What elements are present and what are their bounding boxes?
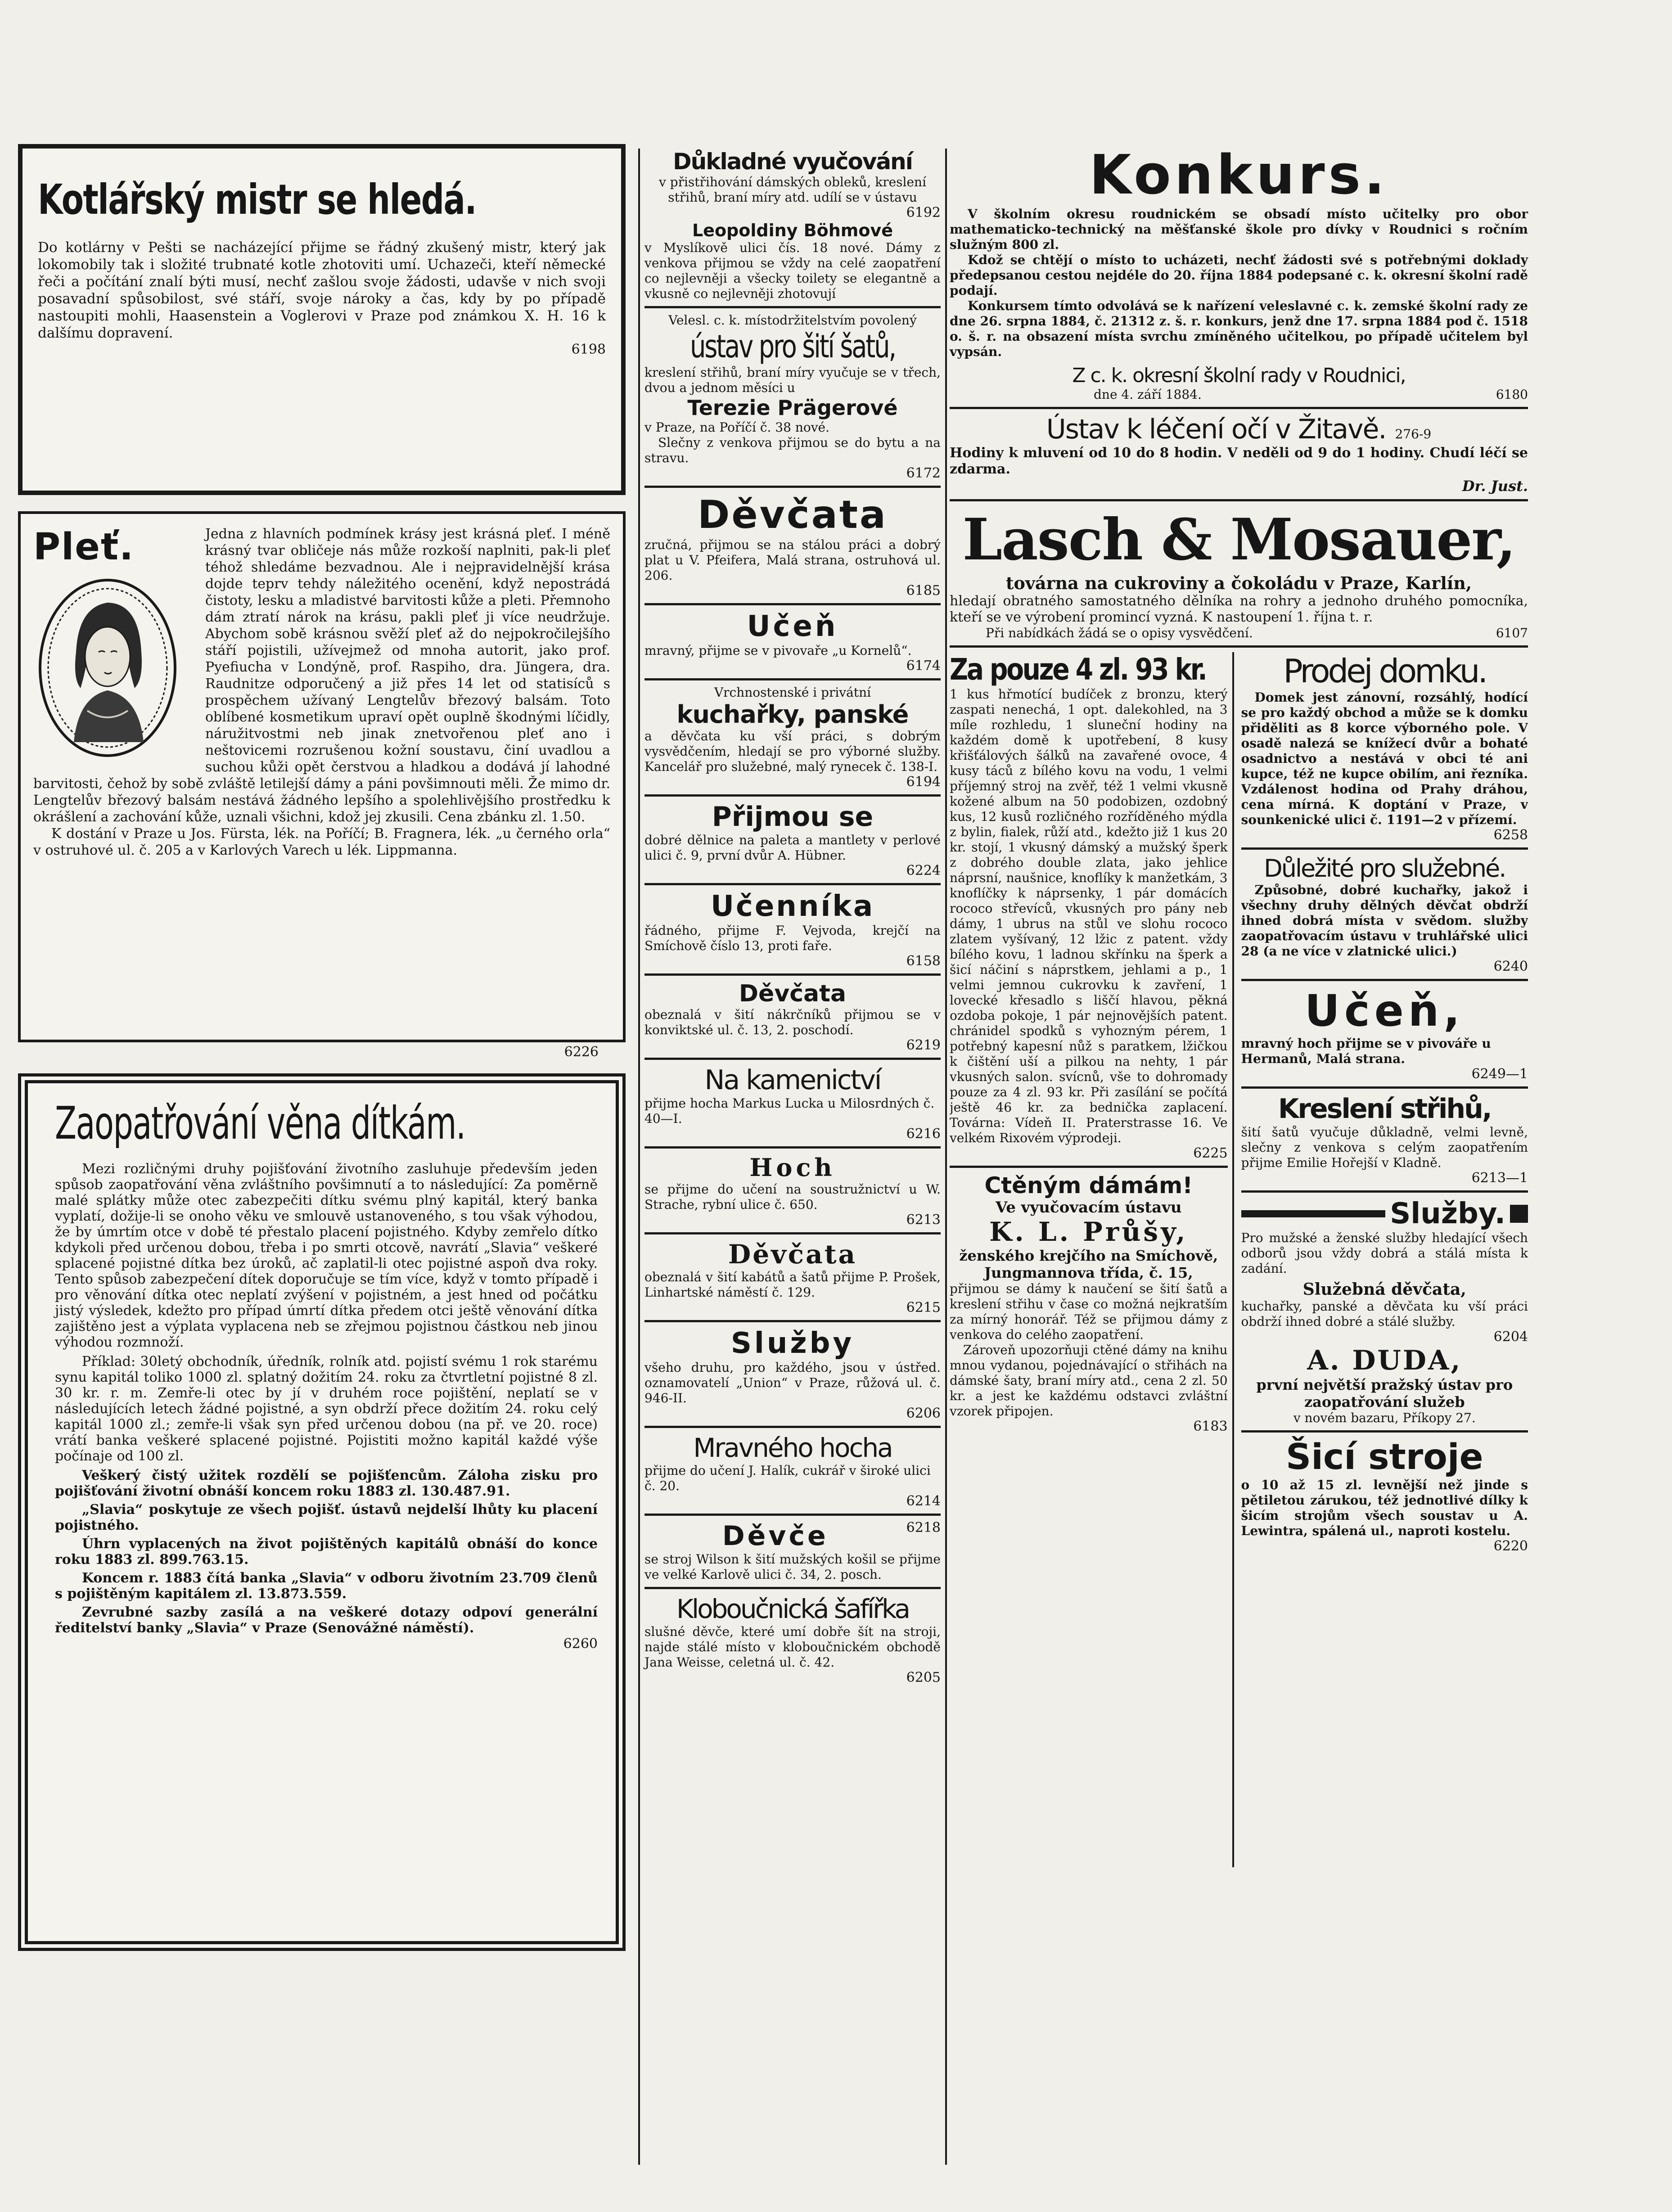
ad-title: Kloboučnická šafířka xyxy=(676,1594,909,1624)
ad-number: 6204 xyxy=(1493,1329,1528,1345)
ad-p6: Koncem r. 1883 čítá banka „Slavia“ v odboru životním 23.709 členů s pojištěným kapitálem zl. 13.873.559. xyxy=(55,1570,598,1602)
ad-number: 6205 xyxy=(906,1670,941,1685)
ad-title: Lasch & Mosauer, xyxy=(962,506,1515,573)
ad-body: Jedna z hlavních podmínek krásy jest krásná pleť. I méně krásný tvar obličeje nás může rozkoší naplniti, pak-li pleť téhož shledáme bezvadnou. Ale i nejpravidelnější krása dojde teprv tehdy náležitého ocenění, když nepostrádá čistoty, lesku a mladistvé barvitosti kůže a pleti. Přemnoho dám ztratí nárok na krásu, pakli pleť ji více neudržuje. Abychom sobě krásnou svěží pleť až do nejpokročilejšího stáří pojistili, užívejmež od mnoha autorit, jako prof. Pyefiucha v Londýně, prof. Raspiho, dra. Jüngera, dra. Raudnitze odporučený a již přes 14 let od statisíců s prospěchem užívaný Lengtelův březový balsám. Toto oblíbené kosmetikum upraví opět ouplně škodnými líčidly, náružitvostmi neb jinak znetvořenou pleť ano i neštovicemi rozrušenou kožní soustavu, činí uvadlou a suchou kůži opět čerstvou a hladkou a dodává jí lahodné barvitosti, čehož by sobě zvláště letilejší dámy a páni povšimnouti měli. Že mimo dr. Lengtelův březový balsám nestává žádného lepšího a spolehlivějšího prostředku k okrášlení a zachování kůže, uznali všichni, kdož jej zkusili. Cena zbánku zl. 1.50. xyxy=(33,526,610,825)
ad-title: Služby. xyxy=(1390,1197,1505,1230)
ad-body: 1 kus hřmotící budíček z bronzu, který zaspati nenechá, 1 opt. dalekohled, na 3 míle rozhledu, 1 sluneční hodiny na každém domě k upotřebení, 8 kusy křišťálových šálků na zavařené ovoce, 4 kusy táců z bílého kovu na vodu, 1 velmi příjemný stroj na zvěř, též 1 velmi vkusně kožené album na 50 podobizen, ozdobný kus, 12 kusů rozličného rozříděného mýdla z bylin, fialek, růží atd., kdežto již 1 kus 20 kr. stojí, 1 vkusný dámský a mužský šperk z dobrého double zlata, jako jehlice náprsní, naušnice, knoflíky k manžetkám, 3 knoflíčky k náprsenky, 1 pár domácích rococo střevíců, vkusných pro pány neb dámy, 1 ubrus na stůl ve slohu rococo zlatem vyšívaný, 12 lžic z patent. vždy bílého kovu, 1 ladnou skřínku na šperk a šicí náčiní s náprstkem, jehlami a p., 1 velmi jemnou cukrovku k zavření, 1 lovecké křesadlo s liščí hlavou, pěkná ozdoba pokoje, 1 pár nejnovějších patent. chránidel spodků s vyhozným pérem, 1 potřebný kapesní nůž s paratkem, lžičkou k čištění uší a pilkou na nehty, 1 pár vkusných salon. svícnů, vše to dohromady pouze za 4 zl. 93 kr. Při zasílání se počítá ještě 46 kr. za bednička zaplacení. Továrna: Vídeň II. Praterstrasse 16. Ve velkém Rixovém výprodeji. xyxy=(950,687,1228,1145)
ad-number: 6215 xyxy=(906,1300,941,1315)
ad-p3: Konkursem tímto odvolává se k nařízení veleslavné c. k. zemské školní rady ze dne 26. srpna 1884, č. 21312 z. š. r. konkurs, jenž dne 17. srpna 1884 pod č. 1518 o. š. r. na obsazení místa svrchu zmíněného učitelkou, po případě učitelem byl vypsán. xyxy=(950,298,1528,359)
ad-ustav-oci xyxy=(950,414,1528,495)
ad-title: Přijmou se xyxy=(712,801,874,833)
ad-sluzby-2 xyxy=(1241,1197,1528,1426)
divider xyxy=(1241,979,1528,981)
ad-title: Ústav k léčení očí v Žitavě. xyxy=(1046,414,1386,445)
divider xyxy=(644,1426,941,1428)
divider xyxy=(644,1587,941,1589)
divider xyxy=(950,407,1528,409)
ad-number: 6220 xyxy=(1493,1538,1528,1554)
ad-body: a děvčata ku vší práci, s dobrým vysvědčením, hledají se pro výborné služby. Kancelář pro služebné, malý rynecek č. 138-I. xyxy=(644,729,941,774)
ad-title: Hoch xyxy=(749,1153,836,1182)
hand-pointer-icon xyxy=(1241,1210,1386,1217)
ad-name: Terezie Prägerové xyxy=(687,396,898,420)
ad-mravneho xyxy=(644,1433,941,1509)
ad-za-pouze xyxy=(950,652,1228,1161)
ad-body: slušné děvče, které umí dobře šít na stroji, najde stálé místo v kloboučnickém obchodě Jana Weisse, celetná ul. č. 42. xyxy=(644,1624,941,1670)
divider xyxy=(1241,1086,1528,1089)
ad-number: 6185 xyxy=(906,583,941,599)
ad-p1: V školním okresu roudnickém se obsadí místo učitelky pro obor mathematicko-technický na měšťanské škole pro dívky v Roudnici s ročním služným 800 zl. xyxy=(950,207,1528,252)
ad-body: mravný, přijme se v pivovaře „u Kornelů“. xyxy=(644,643,912,658)
ad-sub: továrna na cukroviny a čokoládu v Praze, Karlín, xyxy=(1005,573,1472,593)
ad-sici-stroje xyxy=(1241,1437,1528,1554)
ad-body: Způsobné, dobré kuchařky, jakož i všechny druhy dělných děvčat obdrží ihned dobrá místa v svědom. služby zaopatřovacím ústavu v truhlářské ulici 28 (a ne více v zlatnické ulici.) xyxy=(1241,883,1528,959)
ad-number: 276-9 xyxy=(1395,427,1432,441)
ad-number: 6214 xyxy=(906,1493,941,1509)
ad-number: 6180 xyxy=(1496,387,1528,402)
ad-number: 6183 xyxy=(1193,1419,1228,1434)
ad-number: 6260 xyxy=(563,1636,598,1652)
ad-body: obeznalá v šití kabátů a šatů přijme P. Prošek, Linhartské náměstí č. 129. xyxy=(644,1270,941,1300)
ad-body: Do kotlárny v Pešti se nacházející přijme se řádný zkušený mistr, který jak lokomobily tak i složité trubnaté kotle zhotoviti umí. Uchazeči, kteří německé řeči a počítání znalí býti musí, nechť zašlou svoje žádosti, udavše v nich svoji posavadní spůsobilost, své stáří, svoje nároky a čas, kdy by po případě nastoupiti mohli, Haasenstein a Voglerovi v Praze pod známkou X. H. 16 k dalšímu dopravení. xyxy=(38,239,606,341)
ad-body: šití šatů vyučuje důkladně, velmi levně, slečny z venkova s celým zaopatřením přijme Emilie Hořejší v Kladně. xyxy=(1241,1125,1528,1170)
divider xyxy=(644,1514,941,1516)
ad-number: 6258 xyxy=(1493,827,1528,843)
ad-number: 6107 xyxy=(1496,626,1528,640)
divider xyxy=(644,794,941,797)
ad-body3: Zároveň upozorňuji ctěné dámy na knihu mnou vydanou, pojednávající o střihách na dámské šaty, braní míry atd., cena 2 zl. 50 kr. a jest ke každému odstavci zvláštní vzorek připojen. xyxy=(950,1343,1228,1419)
ad-konkurs xyxy=(950,144,1528,402)
ad-title: Služby xyxy=(730,1327,855,1360)
ad-body: dobré dělnice na paleta a mantlety v perlové ulici č. 9, první dvůr A. Hübner. xyxy=(644,833,941,863)
ad-number: 6226 xyxy=(564,1044,599,1060)
ad-devcata-1 xyxy=(644,492,941,599)
ad-sluzby xyxy=(644,1327,941,1421)
ad-title: Pleť. xyxy=(33,526,135,568)
ad-title: Děvče xyxy=(722,1520,829,1552)
ad-ucen-2 xyxy=(1241,986,1528,1082)
ad-devce xyxy=(644,1520,941,1582)
ad-example: Příklad: 30letý obchodník, úředník, rolník atd. pojistí svému 1 rok starému synu kapitál toliko 1000 zl. splatný dožitím 24. roku za čtvrtletní pojistné 8 zl. 30 kr. r. m. Zemře-li otec by jí v druhém roce pojištění, neplatí se v následujících letech žádné pojistné, a syn obdrží přece dožitím 24. roku celý kapitál 1000 zl.; zemře-li však syn před určenou dobou (na př. ve 20. roce) vrátí banka veškeré splacené pojistné. Pojistiti možno kapitál každé výše počínaje od 100 zl. xyxy=(55,1354,598,1464)
ad-body: přijme hocha Markus Lucka u Milosrdných č. 40—I. xyxy=(644,1096,935,1126)
ad-p2: Kdož se chtějí o místo to ucházeti, nechť žádosti své s potřebnými doklady předepsanou cestou nejdéle do 20. října 1884 podepsané c. k. okresní školní radě podají. xyxy=(950,252,1528,298)
ad-kamenictvi xyxy=(644,1064,941,1142)
divider xyxy=(950,1166,1228,1168)
decor-square-icon xyxy=(1510,1205,1528,1223)
ad-body: zručná, přijmou se na stálou práci a dobrý plat u V. Pfeifera, Malá strana, ostruhová ul. 206. xyxy=(644,537,941,583)
sub-column-right xyxy=(1241,652,1528,1867)
ad-prodej xyxy=(1241,652,1528,843)
ad-title: Důkladné vyučování xyxy=(673,149,912,175)
ad-title: Šicí stroje xyxy=(1286,1437,1483,1478)
divider xyxy=(644,306,941,308)
ad-body: řádného, přijme F. Vejvoda, krejčí na Smíchově číslo 13, proti faře. xyxy=(644,923,941,953)
ad-ucen-1 xyxy=(644,610,941,674)
ad-sale: K dostání v Praze u Jos. Fürsta, lék. na Poříčí; B. Fragnera, lék. „u černého orla“ v ostruhové ul. č. 205 a v Karlových Varech u lék. Lippmanna. xyxy=(33,826,610,858)
divider xyxy=(644,486,941,488)
ad-hoch xyxy=(644,1153,941,1228)
ad-vena xyxy=(18,1073,626,1951)
ad-body: se přijme do učení na soustružnictví u W. Strache, rybní ulice č. 650. xyxy=(644,1182,941,1212)
ad-dulezite xyxy=(1241,854,1528,974)
divider xyxy=(644,603,941,605)
ad-title: Ctěným dámám! xyxy=(984,1172,1193,1198)
ad-kucharky xyxy=(644,685,941,790)
ad-title: Děvčata xyxy=(739,980,847,1007)
ad-kotlarsky xyxy=(18,144,626,495)
ad-number: 6213—1 xyxy=(1471,1170,1528,1186)
ad-addr: v Praze, na Poříčí č. 38 nové. xyxy=(644,420,830,435)
ad-number: 6240 xyxy=(1493,959,1528,974)
ad-p5: Úhrn vyplacených na život pojištěných kapitálů obnáší do konce roku 1883 zl. 899.763.15. xyxy=(55,1536,598,1568)
ad-name: Leopoldiny Böhmové xyxy=(692,221,893,240)
ad-title: Děvčata xyxy=(698,492,888,537)
ad-title: Učeň xyxy=(747,610,838,643)
ad-name: K. L. Průšy, xyxy=(989,1216,1188,1247)
ad-p4: „Slavia“ poskytuje ze všech pojišť. ústavů nejdelší lhůty ku placení pojistného. xyxy=(55,1502,598,1533)
ad-body: všeho druhu, pro každého, jsou v ústřed. oznamovatelí „Union“ v Praze, růžová ul. č. 946-II. xyxy=(644,1360,941,1406)
ad-title: Konkurs. xyxy=(1089,144,1388,207)
ad-pre: Velesl. c. k. místodržitelstvím povolený xyxy=(668,313,917,328)
ad-body: ženského krejčího na Smíchově, Jungmannova třída, č. 15, xyxy=(959,1247,1218,1281)
ad-number: 6172 xyxy=(906,465,941,481)
ad-body2: v Myslíkově ulici čís. 18 nové. Dámy z venkova přijmou se vždy na celé zaopatření co nejlevněji a všecky toilety se elegantně a vkusně co nejlevněji zhotovují xyxy=(644,240,941,301)
ad-body: hledají obratného samostatného dělníka na rohry a jednoho druhého pomocníka, kteří se ve výrobení promincí vyzná. K nastoupení 1. října t. r. xyxy=(950,593,1528,625)
ad-title: Mravného hocha xyxy=(693,1433,892,1463)
ad-body: Pro mužské a ženské služby hledající všech odborů jsou vždy dobrá a stálá místa k zadání. xyxy=(1241,1230,1528,1276)
ad-number: 6194 xyxy=(906,774,941,790)
ad-sign: Z c. k. okresní školní rady v Roudnici, xyxy=(1072,364,1406,387)
ad-number: 6216 xyxy=(906,1126,941,1142)
ad-title: Učeň, xyxy=(1304,986,1465,1036)
ad-devcata-3 xyxy=(644,1239,941,1315)
ad-title: Důležité pro služebné. xyxy=(1264,854,1505,883)
ad-body: Hodiny k mluvení od 10 do 8 hodin. V neděli od 9 do 1 hodiny. Chudí léčí se zdarma. xyxy=(950,445,1528,477)
divider xyxy=(644,1146,941,1149)
divider xyxy=(644,973,941,976)
ad-sign: Dr. Just. xyxy=(1462,478,1528,495)
ad-devcata-2 xyxy=(644,980,941,1053)
ad-number: 6158 xyxy=(906,953,941,969)
divider xyxy=(644,678,941,680)
divider xyxy=(644,1058,941,1060)
column-1 xyxy=(18,144,626,1951)
ad-title: ústav pro šití šatů, xyxy=(690,328,896,365)
ad-title: Za pouze 4 zl. 93 kr. xyxy=(950,652,1206,687)
ad-number: 6192 xyxy=(906,205,941,221)
ad-sub: Ve vyučovacím ústavu xyxy=(995,1198,1182,1216)
ad-body: Domek jest zánovní, rozsáhlý, hodící se pro každý obchod a může se k domku přiděliti as 8 korce výborného pole. V osadě nalezá se knížecí dvůr a bohaté osadnictvo a nestává v obci té ani kupce, též ne kupce obilím, ani řezníka. Vzdálenost hodina od Prahy dráhou, cena mírná. K doptání v Praze, v sounkenické ulici č. 1191—2 v přízemí. xyxy=(1241,690,1528,827)
ad-kresleni xyxy=(1241,1093,1528,1186)
divider xyxy=(1241,1430,1528,1433)
divider xyxy=(644,1320,941,1322)
ad-title: Na kamenictví xyxy=(704,1064,881,1096)
ad-sati xyxy=(644,313,941,481)
portrait-medallion-icon xyxy=(33,576,182,760)
ad-plet xyxy=(18,511,626,1042)
ad-number: 6249—1 xyxy=(1471,1066,1528,1082)
ad-body: mravný hoch přijme se v pivováře u Hermanů, Malá strana. xyxy=(1241,1036,1491,1066)
ad-number: 6225 xyxy=(1193,1145,1228,1161)
column-2 xyxy=(638,149,947,2165)
ad-title: Prodej domku. xyxy=(1283,652,1486,690)
divider xyxy=(1241,847,1528,850)
ad-vyucovani xyxy=(644,149,941,302)
ad-company-addr: v novém bazaru, Příkopy 27. xyxy=(1293,1410,1476,1425)
ad-number: 6224 xyxy=(906,863,941,878)
ad-body: přijme do učení J. Halík, cukrář v široké ulici č. 20. xyxy=(644,1463,931,1493)
ad-number: 6213 xyxy=(906,1212,941,1228)
ad-title: Zaopatřování věna dítkám. xyxy=(55,1097,465,1149)
ad-title: Děvčata xyxy=(728,1239,857,1270)
ad-number: 6198 xyxy=(571,342,606,357)
divider xyxy=(950,645,1528,648)
ad-body: kreslení střihů, braní míry vyučuje se v třech, dvou a jednom měsíci u xyxy=(644,365,941,395)
ad-prijmou xyxy=(644,801,941,878)
ad-body2: přijmou se dámy k naučení se šití šatů a kreslení střihu v čase co možná nejkratším za mírný honorář. Též se přijmou dámy z venkova do celého zaopatření. xyxy=(950,1281,1228,1342)
ad-body: se stroj Wilson k šití mužských košil se přijme ve velké Karlově ulici č. 34, 2. posch. xyxy=(644,1552,941,1582)
divider xyxy=(950,499,1528,501)
ad-number: 6206 xyxy=(906,1406,941,1421)
ad-number: 6219 xyxy=(906,1037,941,1053)
ad-company-sub: první největší pražský ústav pro zaopatřování služeb xyxy=(1256,1376,1513,1410)
ad-company: A. DUDA, xyxy=(1307,1345,1462,1376)
column-3 xyxy=(950,144,1528,1867)
ad-body2: Při nabídkách žádá se o opisy vysvědčení. xyxy=(986,626,1253,640)
ad-lasch xyxy=(950,506,1528,641)
ad-number: 6174 xyxy=(906,658,941,674)
divider xyxy=(1241,1190,1528,1193)
ad-title: Učenníka xyxy=(710,890,875,923)
ad-sub-title: Služebná děvčata, xyxy=(1302,1280,1466,1299)
ad-title: Kreslení střihů, xyxy=(1278,1093,1491,1125)
ad-cteny xyxy=(950,1172,1228,1434)
ad-p7: Zevrubné sazby zasílá a na veškeré dotazy odpoví generální ředitelství banky „Slavia“ v Praze (Senovážné náměstí). xyxy=(55,1604,598,1636)
ad-date: dne 4. září 1884. xyxy=(1094,387,1202,402)
ad-ucennika xyxy=(644,890,941,969)
ad-sub-body: kuchařky, panské a děvčata ku vší práci obdrží ihned dobré a stálé služby. xyxy=(1241,1299,1528,1329)
sub-column-left xyxy=(950,652,1234,1867)
ad-body: v přistřihování dámských obleků, kreslení střihů, braní míry atd. udílí se v ústavu xyxy=(658,175,927,205)
ad-body2: Slečny z venkova přijmou se do bytu a na stravu. xyxy=(644,435,941,465)
ad-body: obeznalá v šití nákrčníků přijmou se v konviktské ul. č. 13, 2. poschodí. xyxy=(644,1007,941,1037)
ad-title: Kotlářský mistr se hledá. xyxy=(38,176,477,224)
divider xyxy=(644,883,941,885)
ad-number: 6218 xyxy=(906,1520,941,1536)
ad-pre: Vrchnostenské i privátní xyxy=(714,685,871,700)
divider xyxy=(644,1232,941,1234)
ad-p3: Veškerý čistý užitek rozdělí se pojišťencům. Záloha zisku pro pojišťování životní obnáší koncem roku 1883 zl. 130.487.91. xyxy=(55,1468,598,1499)
ad-intro: Mezi rozličnými druhy pojišťování životního zasluhuje především jeden spůsob zaopatřování věna zvláštního povšimnutí a to následující: Za poměrně malé splátky může otec zabezpečiti dítku svému plný kapitál, který banka vyplatí, dožije-li se onoho věku ve smlouvě ustanoveného, s tou však výhodou, že by úmrtím otce v době té přestalo placení pojistného. Kdyby zemřelo dítko kdykoli před určenou dobou, třeba i po smrti otcově, navrátí „Slavia“ veškeré splacené pojistné dítka bez úroků, ač zaplatil-li otec pojistné aspoň dva roky. Tento spůsob zabezpečení dítek doporučuje se tím více, když v tomto případě i pro věnování dítka otec neplatí zvýšení v pojistném, a jest hned od počátku jistý výsledek, kdežto pro případ úmrtí dítka předem otci ještě věnování dítka zajištěno jest a výplata vyplacena neb se zřejmou pojistnou částkou neb jinou výhodou rozmnoží. xyxy=(55,1161,598,1350)
sub-columns xyxy=(950,652,1528,1867)
ad-body: o 10 až 15 zl. levnější než jinde s pětiletou zárukou, též jednotlivé dílky k šicím strojům všech soustav u A. Lewintra, spálená ul., naproti kostelu. xyxy=(1241,1478,1528,1538)
ad-kloboucnicka xyxy=(644,1594,941,1685)
ad-title: kuchařky, panské xyxy=(676,700,909,729)
